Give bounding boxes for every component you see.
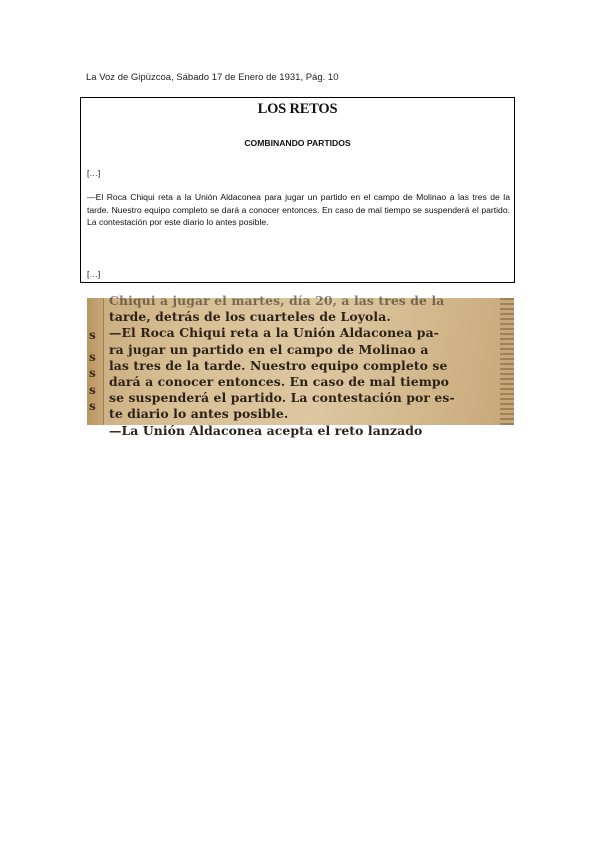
clipping-line: te diario lo antes posible.: [109, 406, 289, 422]
article-title: LOS RETOS: [257, 101, 338, 117]
clipping-right-column-edge: [500, 298, 514, 425]
margin-letter: s: [89, 366, 96, 380]
omission-marker-bottom: […]: [87, 269, 101, 279]
clipping-line: se suspenderá el partido. La contestación por es-: [109, 390, 455, 406]
margin-letter: s: [89, 328, 96, 342]
article-subtitle: COMBINANDO PARTIDOS: [244, 138, 351, 148]
omission-marker-top: […]: [87, 168, 101, 178]
clipping-line: —La Unión Aldaconea acepta el reto lanzado: [109, 422, 423, 438]
clipping-line: ra jugar un partido en el campo de Molinao a: [109, 341, 429, 357]
clipping-left-column-edge: [87, 298, 104, 425]
margin-letter: s: [89, 399, 96, 413]
clipping-line: Chiqui a jugar el martes, día 20, a las tres de la: [109, 293, 445, 308]
margin-letter: s: [89, 383, 96, 397]
article-body: —El Roca Chiqui reta a la Unión Aldaconea para jugar un partido en el campo de Molinao a las tres de la tarde. Nuestro equipo completo se dará a conocer entonces. En caso de mal tiempo se suspenderá el partido. La contestación por este diario lo antes posible.: [87, 192, 510, 228]
margin-letter: s: [89, 350, 96, 364]
clipping-line: tarde, detrás de los cuarteles de Loyola.: [109, 309, 391, 325]
source-citation: La Voz de Gipúzcoa, Sábado 17 de Enero de 1931, Pág. 10: [86, 72, 339, 83]
clipping-line: —El Roca Chiqui reta a la Unión Aldaconea pa-: [109, 325, 439, 341]
clipping-text: [109, 293, 497, 439]
clipping-line: dará a conocer entonces. En caso de mal tiempo: [109, 374, 450, 390]
clipping-line: las tres de la tarde. Nuestro equipo completo se: [109, 357, 448, 373]
newspaper-clipping-image: [87, 293, 514, 438]
article-transcription-box: [80, 97, 515, 283]
